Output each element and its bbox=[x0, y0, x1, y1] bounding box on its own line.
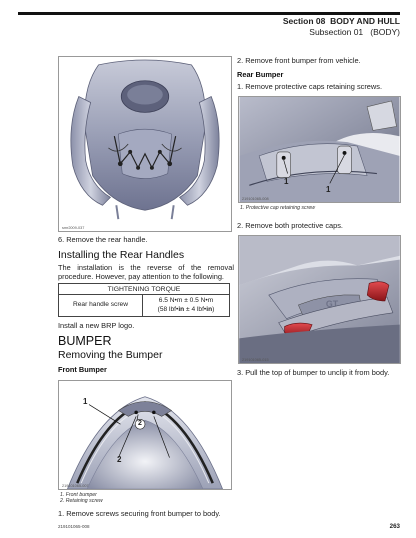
callout-retaining-screw-top: 2 bbox=[138, 420, 142, 427]
torque-table-value bbox=[143, 295, 230, 317]
torque-table-label: Rear handle screw bbox=[59, 295, 143, 317]
protective-caps-caption: 1. Protective cap retaining screw bbox=[240, 205, 315, 211]
installation-text: The installation is the reverse of the removal procedure. However, pay attention to the following. bbox=[58, 263, 234, 282]
figure-id: 219101065-008 bbox=[242, 197, 269, 201]
install-logo-text: Install a new BRP logo. bbox=[58, 321, 135, 330]
step-remove-front-bumper: 2. Remove front bumper from vehicle. bbox=[237, 56, 361, 65]
protective-caps-figure bbox=[238, 96, 401, 203]
rear-bumper-figure bbox=[238, 235, 401, 364]
protective-caps-illustration bbox=[239, 97, 400, 202]
subsection-title bbox=[309, 27, 400, 37]
figure-id: smr2009-037 bbox=[62, 226, 85, 230]
caption-item-2: 2. Retaining screw bbox=[60, 498, 103, 505]
bumper-heading: BUMPER bbox=[58, 334, 112, 348]
rear-handle-illustration bbox=[59, 57, 231, 231]
torque-table-header: TIGHTENING TORQUE bbox=[59, 284, 230, 295]
torque-table bbox=[58, 283, 230, 317]
header-rule bbox=[18, 12, 400, 15]
step-remove-rear-handle: 6. Remove the rear handle. bbox=[58, 235, 148, 244]
step-remove-front-screws: 1. Remove screws securing front bumper to body. bbox=[58, 509, 221, 518]
step-remove-caps-screws: 1. Remove protective caps retaining screws. bbox=[237, 82, 383, 91]
figure-id: 219101065-015 bbox=[242, 358, 269, 362]
callout-cap-screw-left: 1 bbox=[284, 177, 289, 186]
subsection-number: Subsection 01 bbox=[309, 27, 364, 37]
section-title bbox=[283, 16, 400, 26]
rear-bumper-heading: Rear Bumper bbox=[237, 70, 284, 79]
callout-front-bumper: 1 bbox=[83, 397, 88, 406]
torque-table-row bbox=[59, 295, 230, 317]
torque-table-header-row bbox=[59, 284, 230, 295]
subsection-name: (BODY) bbox=[370, 27, 400, 37]
front-bumper-heading: Front Bumper bbox=[58, 365, 107, 374]
rear-bumper-illustration bbox=[239, 236, 400, 363]
figure-id: 219101065-007 bbox=[62, 484, 89, 488]
footer-page-number: 263 bbox=[389, 523, 400, 530]
section-number: Section 08 bbox=[282, 16, 326, 26]
footer-doc-number: 219101065-008 bbox=[58, 524, 90, 529]
step-remove-caps: 2. Remove both protective caps. bbox=[237, 221, 343, 230]
torque-value-imperial: (58 lbf•in ± 4 lbf•in) bbox=[157, 305, 215, 313]
callout-retaining-screw-bottom: 2 bbox=[117, 455, 122, 464]
step-pull-bumper: 3. Pull the top of bumper to unclip it from body. bbox=[237, 368, 390, 377]
callout-cap-screw-right: 1 bbox=[326, 185, 331, 194]
section-name: BODY AND HULL bbox=[330, 16, 400, 26]
caption-item-1: 1. Front bumper bbox=[60, 492, 97, 498]
svg-text:GT: GT bbox=[325, 298, 339, 309]
torque-value-metric: 6.5 N•m ± 0.5 N•m bbox=[158, 297, 214, 304]
installing-heading: Installing the Rear Handles bbox=[58, 249, 185, 261]
removing-bumper-heading: Removing the Bumper bbox=[58, 349, 163, 361]
rear-handle-figure bbox=[58, 56, 232, 232]
front-bumper-figure bbox=[58, 380, 232, 490]
front-bumper-caption bbox=[60, 492, 103, 504]
